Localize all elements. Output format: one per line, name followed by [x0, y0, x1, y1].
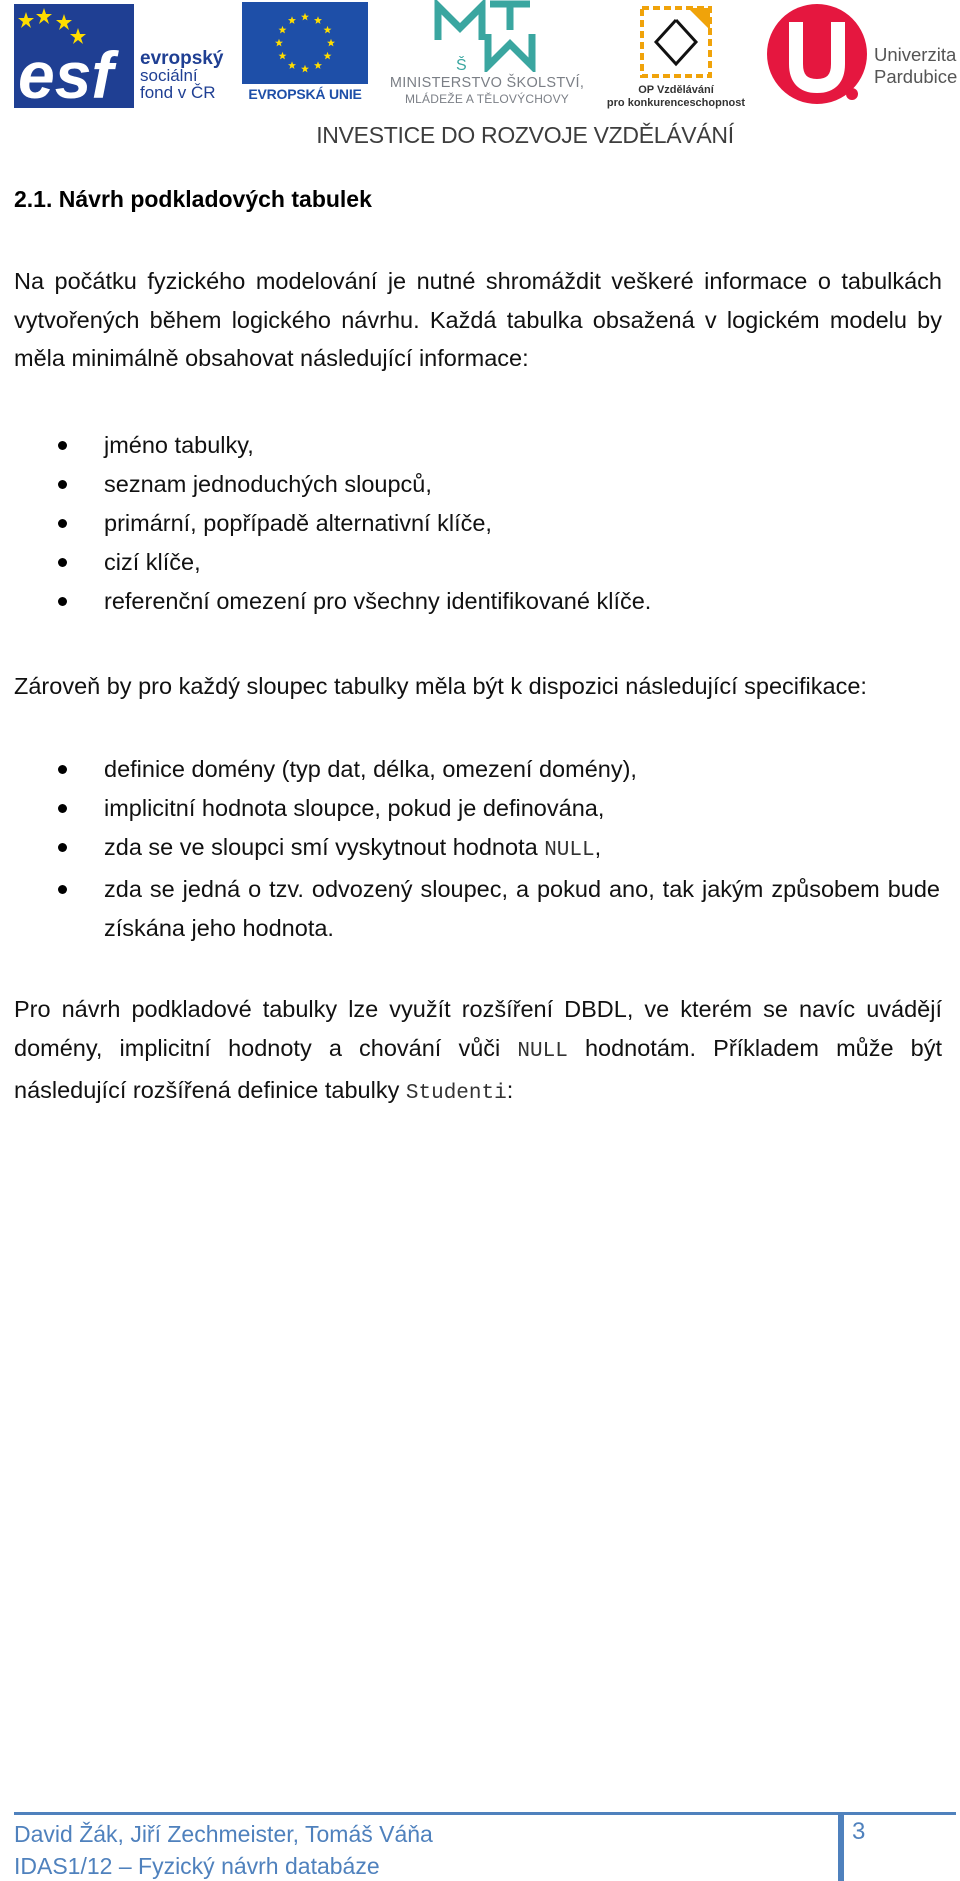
op-logo [600, 0, 752, 112]
msmt-line1: MINISTERSTVO ŠKOLSTVÍ, [389, 75, 585, 91]
svg-text:Š: Š [456, 57, 467, 72]
eu-star-icon [327, 39, 335, 47]
footer-course: IDAS1/12 – Fyzický návrh databáze [14, 1853, 380, 1879]
list-item: jméno tabulky, [0, 426, 942, 465]
esf-emblem [14, 4, 134, 108]
list-item-text: , [594, 834, 602, 860]
eu-star-icon [314, 61, 322, 69]
svg-text:esf: esf [18, 38, 114, 108]
op-emblem [634, 0, 718, 84]
list-item: implicitní hodnota sloupce, pokud je definována, [0, 789, 942, 828]
eu-star-icon [288, 61, 296, 69]
section-title: 2.1. Návrh podkladových tabulek [14, 186, 372, 212]
upa-emblem [766, 0, 868, 112]
footer-divider [14, 1812, 956, 1815]
esf-line2: sociální [140, 66, 198, 85]
null-keyword: NULL [517, 1039, 568, 1063]
null-keyword: NULL [544, 839, 595, 862]
upa-logo [766, 0, 960, 112]
eu-star-icon [275, 39, 283, 47]
page-number: 3 [852, 1818, 866, 1845]
op-line1: OP Vzdělávání [638, 84, 714, 96]
list-item: seznam jednoduchých sloupců, [0, 465, 942, 504]
header-logos [0, 0, 960, 150]
column-spec-intro: Zároveň by pro každý sloupec tabulky měla být k dispozici následující specifikace: [14, 673, 867, 699]
closing-text: : [506, 1077, 514, 1103]
eu-label: EVROPSKÁ UNIE [248, 86, 362, 102]
table-name-code: Studenti [405, 1082, 507, 1105]
op-line2: pro konkurenceschopnost [606, 97, 746, 109]
footer-info [14, 1818, 433, 1881]
esf-text [140, 50, 223, 101]
eu-star-icon [301, 65, 309, 73]
upa-line2: Pardubice [874, 66, 958, 87]
esf-line3: fond v ČR [140, 83, 216, 102]
upa-text [874, 44, 957, 88]
upa-line1: Univerzita [874, 44, 957, 65]
esf-logo [14, 4, 232, 108]
eu-star-icon [278, 52, 286, 60]
msmt-line2: MLÁDEŽE A TĚLOVÝCHOVY [404, 92, 570, 106]
closing-text: hodnotám. Příkladem může být následující rozšířená definice tabulky [14, 1034, 943, 1103]
list-item: referenční omezení pro všechny identifikované klíče. [0, 582, 942, 621]
column-spec-list [0, 750, 942, 948]
eu-star-icon [314, 16, 322, 24]
eu-logo [242, 2, 368, 110]
list-item: zda se jedná o tzv. odvozený sloupec, a pokud ano, tak jakým způsobem bude získána jeho hodnota. [0, 870, 942, 948]
footer-authors: David Žák, Jiří Zechmeister, Tomáš Váňa [14, 1821, 433, 1847]
eu-star-icon [278, 26, 286, 34]
list-item-text: zda se ve sloupci smí vyskytnout hodnota [104, 834, 545, 860]
msmt-emblem [430, 0, 540, 72]
eu-star-icon [301, 13, 309, 21]
footer-page-divider [838, 1814, 844, 1881]
eu-star-icon [288, 16, 296, 24]
intro-paragraph: Na počátku fyzického modelování je nutné shromáždit veškeré informace o tabulkách vytvořených během logického návrhu. Každá tabulka obsažená v logickém modelu by měla minimálně obsahovat následující informace: [14, 268, 942, 371]
esf-line1: evropský [140, 48, 224, 69]
list-item: cizí klíče, [0, 543, 942, 582]
list-item: primární, popřípadě alternativní klíče, [0, 504, 942, 543]
table-info-list [0, 426, 942, 621]
eu-star-icon [324, 26, 332, 34]
list-item [0, 828, 942, 870]
eu-star-icon [324, 52, 332, 60]
investice-banner: INVESTICE DO ROZVOJE VZDĚLÁVÁNÍ [316, 122, 734, 148]
msmt-logo [378, 0, 596, 112]
closing-text: Pro návrh podkladové tabulky lze využít rozšíření DBDL, ve kterém se navíc uvádějí domény, implicitní hodnoty a chování vůči [14, 996, 942, 1061]
closing-paragraph [14, 990, 942, 1114]
eu-flag-icon [242, 2, 368, 84]
list-item: definice domény (typ dat, délka, omezení domény), [0, 750, 942, 789]
